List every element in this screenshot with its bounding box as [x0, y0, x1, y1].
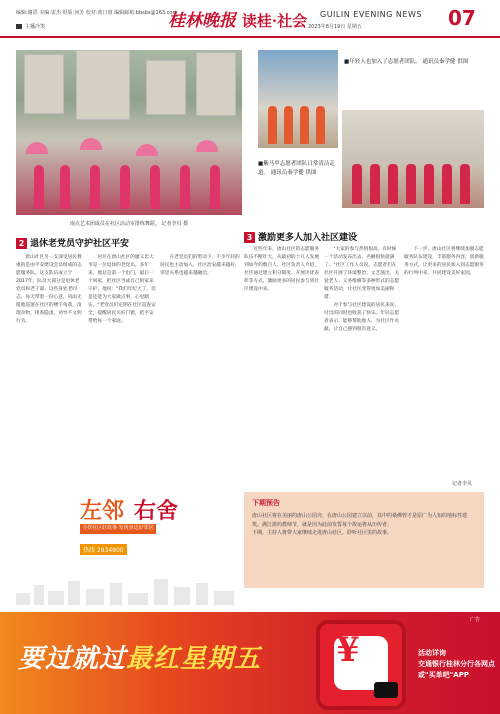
editor-credits: 编辑:谢滔 美编:雷杰 组版:何芳 校对:黄日惠 编辑邮箱:bbsbs@163.com	[16, 10, 178, 16]
speaker-icon	[16, 24, 22, 29]
header-divider	[0, 36, 500, 38]
ad-tag: 广告	[470, 617, 481, 623]
bank-advertisement[interactable]	[0, 612, 500, 714]
photo2-caption: ■年轻人也加入了志愿者团队。 通讯员秦学健 供图	[344, 59, 469, 65]
preview-body: 唐山社区将在美丽的唐山公园旁，在唐山公园建立以前，其中的桑佛曾才是原广为人知的地标性建筑。满江游的教师节，就是因为此前发誓每个故运将从历传者。	[252, 513, 468, 528]
preview-title: 下期预告	[252, 499, 280, 507]
skyline-decoration	[16, 575, 241, 605]
english-title: GUILIN EVENING NEWS	[320, 10, 422, 19]
ad-info: 活动详询 交通银行桂林分行各网点 或"买单吧"APP	[418, 649, 495, 680]
article2-col3: 在老党员们的带动下，不少年轻的居民也主动加入，社区治安越来越好，邻里关系也越来越融洽。	[160, 255, 240, 276]
article3-col3: 下一步，唐山社区将继续加强志愿服务队伍建设，丰富服务内容，创新服务方式，让更多的居民加入到志愿服务的行列中来，共同建设美好家园。	[404, 247, 484, 276]
logo-left-text: 左邻	[80, 498, 125, 524]
logo-right-text: 右舍	[134, 498, 179, 524]
article3-col1: 近些年来，唐山社区的志愿服务队伍不断壮大，从最初的十几人发展到如今的数百人。社区负责人介绍，社区通过建立积分制度、开展评优表彰等方式，激励更多的居民参与到社区建设中来。	[244, 247, 320, 292]
next-issue-preview	[244, 492, 484, 588]
photo3-caption: ■紫马甲志愿者团队日常清洁走道。 通讯员秦学健 供图	[258, 161, 335, 176]
yuan-icon: ¥	[336, 630, 360, 670]
article2-headline: 2 退休老党员守护社区平安	[16, 236, 129, 249]
newspaper-logo: 桂林晚报 读桂·社会	[168, 11, 308, 31]
page-number: 07	[448, 6, 476, 30]
photo-dance-rehearsal	[16, 50, 242, 215]
article3-byline: 记者李贝	[452, 481, 473, 487]
article3-col2: "大家的参与热情很高，有时候一个活动发布出去，名额很快就满了。"社区工作人员说。志愿者们在社区开展了环境整治、文艺演出、关爱老人、义务维修等多种形式的志愿服务活动，让社区变得更加美丽和谐。 对于参与社区建设的居民来说，付出的同时也收获了快乐。年轻志愿者表示，能够帮助他人、为社区作贡献，让自己感到很有意义。	[324, 247, 400, 332]
listen-label: 主播冷笑	[25, 24, 46, 30]
section-name: 读桂·社会	[241, 12, 308, 30]
buy-app-logo-icon	[316, 620, 406, 710]
preview-body-2: 下期，主持人将带大家继续走进唐山社区，聆听社区里的故事。	[252, 530, 393, 536]
ad-slogan: 要过就过最红星期五	[18, 644, 262, 674]
cart-icon	[374, 682, 398, 698]
issue-date: 2023年8月19日 星期五	[308, 24, 362, 30]
photo-young-volunteers	[258, 50, 338, 148]
article3-headline: 3 激励更多人加入社区建设	[244, 230, 357, 243]
listen-button[interactable]	[16, 23, 45, 30]
logo-hotline: 热线 2834800	[80, 544, 127, 555]
masthead	[0, 0, 500, 40]
logo-slogan: 寻找社区好故事 发现身边好邻居	[80, 524, 156, 534]
photo1-caption: 南点艺术团成员在社区活动室排练舞蹈。 记者李贝 摄	[69, 221, 189, 227]
column-logo	[80, 494, 210, 574]
article2-col1: 唐山社区另一支深受居民尊重的是由平安建设会员组成的志愿服务队。这支队伍成立于2017年，队员大部分是退休老党员和老干部。这些身处老同志，每天带着一份心意，风雨无阻地巡逻在社区的楼宇角落，清理杂物，排查隐患，劝导不文明行为。	[16, 255, 82, 324]
photo-cleaning-team	[342, 110, 484, 208]
article2-col2: 居住在唐山社区的廖义忠大爷是一位退休的老党员。多年来，他总是第一个出门，最后一个回家，把社区当成自己的家来守护。他说："我们年纪大了，但是还能为大家做点事，心里踏实。"老党员们定期在社区巡查安全，提醒居民关好门窗，把平安带给每一个家庭。	[88, 255, 156, 324]
